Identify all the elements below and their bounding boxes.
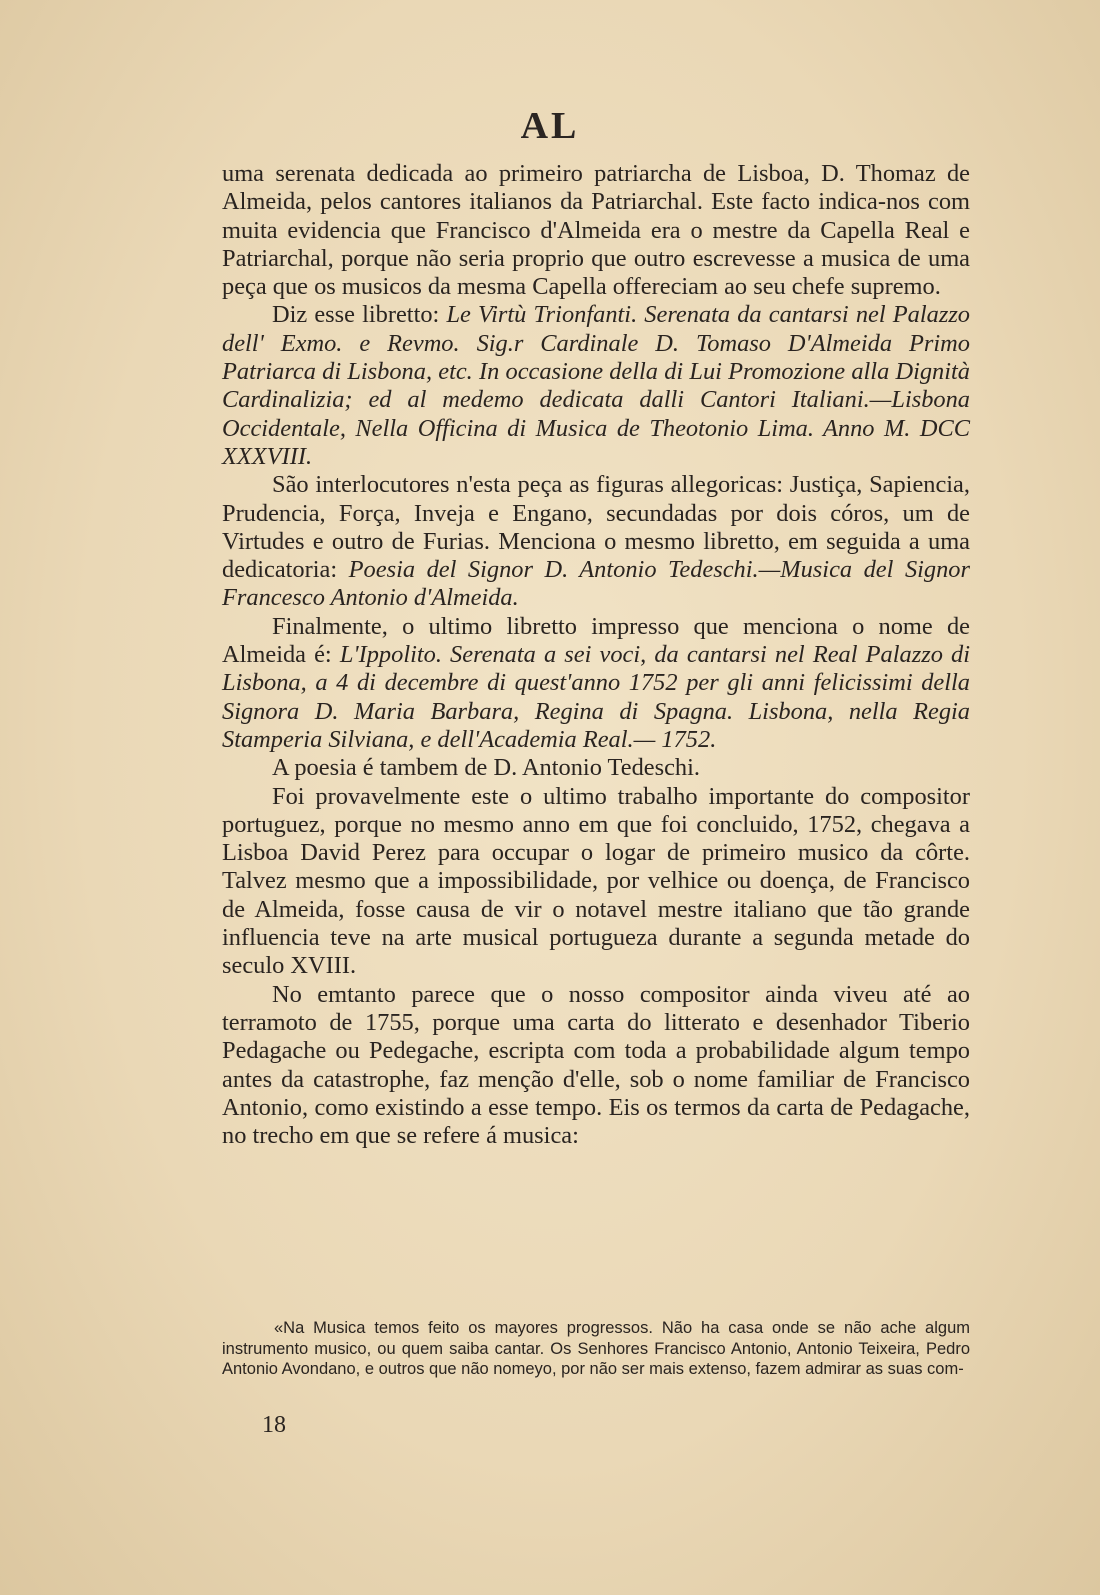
footnote-quote: «Na Musica temos feito os mayores progressos. Não ha casa onde se não ache algum instrumento musico, ou quem saiba cantar. Os Senhores Francisco Antonio, Antonio Teixeira, Pedro Antonio Avondano, e outros que não nomeyo, por não ser mais extenso, fazem admirar as suas com- <box>222 1319 970 1378</box>
paragraph <box>222 613 970 754</box>
folio-signature: 18 <box>262 1412 286 1438</box>
paragraph <box>222 981 970 1151</box>
paragraph-text: Diz esse libretto: <box>272 301 447 329</box>
body-text <box>222 160 970 1150</box>
italic-citation: Poesia del Signor D. Antonio Tedeschi.—Musica del Signor Francesco Antonio d'Almeida. <box>222 556 970 612</box>
paragraph-text: Finalmente, o ultimo libretto impresso que menciona o nome de Almeida é: <box>222 612 970 669</box>
running-head: AL <box>520 105 580 147</box>
paragraph-text: Foi provavelmente este o ultimo trabalho importante do compositor portuguez, porque no mesmo anno em que foi concluido, 1752, chegava a Lisboa David Perez para occupar o logar de primeiro musico da côrte. Talvez mesmo que a impossibilidade, por velhice ou doença, de Francisco de Almeida, fosse causa de vir o notavel mestre italiano que tão grande influencia teve na arte musical portugueza durante a segunda metade do seculo XVIII. <box>222 782 970 980</box>
paragraph <box>222 301 970 471</box>
paragraph <box>222 754 970 782</box>
paragraph-text: São interlocutores n'esta peça as figuras allegoricas: Justiça, Sapiencia, Prudencia, Força, Inveja e Engano, secundadas por dois córos, um de Virtudes e outro de Furias. Menciona o mesmo libretto, em seguida a uma dedicatoria: <box>222 471 970 584</box>
paragraph-text: A poesia é tambem de D. Antonio Tedeschi. <box>272 754 700 782</box>
paragraph <box>222 471 970 612</box>
paragraph <box>222 160 970 301</box>
paragraph <box>222 783 970 981</box>
paragraph-text: No emtanto parece que o nosso compositor ainda viveu até ao terramoto de 1755, porque uma carta do litterato e desenhador Tiberio Pedagache ou Pedegache, escripta com toda a probabilidade algum tempo antes da catastrophe, faz menção d'elle, sob o nome familiar de Francisco Antonio, como existindo a esse tempo. Eis os termos da carta de Pedagache, no trecho em que se refere á musica: <box>222 980 970 1150</box>
italic-citation: L'Ippolito. Serenata a sei voci, da cantarsi nel Real Palazzo di Lisbona, a 4 di decembre di quest'anno 1752 per gli anni felicissimi della Signora D. Maria Barbara, Regina di Spagna. Lisbona, nella Regia Stamperia Silviana, e dell'Academia Real.— 1752. <box>222 641 970 753</box>
paragraph-text: uma serenata dedicada ao primeiro patriarcha de Lisboa, D. Thomaz de Almeida, pelos cantores italianos da Patriarchal. Este facto indica-nos com muita evidencia que Francisco d'Almeida era o mestre da Capella Real e Patriarchal, porque não seria proprio que outro escrevesse a musica de uma peça que os musicos da mesma Capella offereciam ao seu chefe supremo. <box>222 160 970 301</box>
italic-citation: Le Virtù Trionfanti. Serenata da cantarsi nel Palazzo dell' Exmo. e Revmo. Sig.r Cardinale D. Tomaso D'Almeida Primo Patriarca di Lisbona, etc. In occasione della di Lui Promozione alla Dignità Cardinalizia; ed al medemo dedicata dalli Cantori Italiani.—Lisbona Occidentale, Nella Officina di Musica de Theotonio Lima. Anno M. DCC XXXVIII. <box>222 301 970 470</box>
